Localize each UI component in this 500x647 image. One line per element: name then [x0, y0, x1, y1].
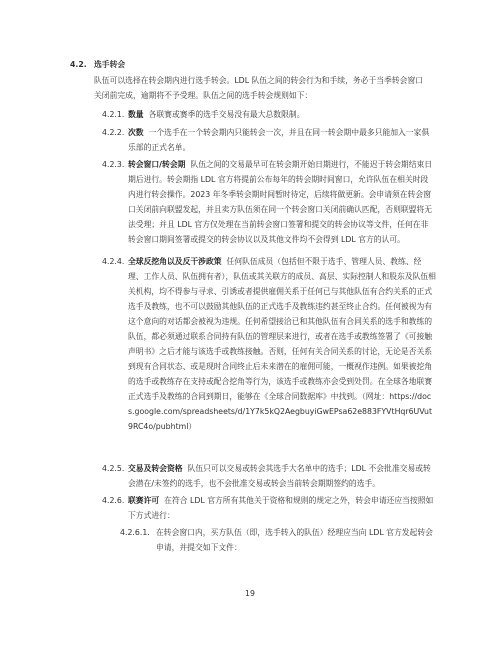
clause-number: 4.2.5. [102, 464, 125, 473]
page-number: 19 [245, 589, 255, 598]
section-title: 选手转会 [94, 60, 126, 69]
clause-number: 4.2.6. [102, 496, 125, 505]
clause-number: 4.2.3. [102, 160, 125, 169]
clause-number: 4.2.2. [102, 128, 125, 137]
subclause-number: 4.2.6.1. [120, 528, 150, 537]
clause-title: 全球反挖角以及反干涉政策 [128, 257, 222, 266]
clause-4-2-4 [128, 254, 436, 434]
section-number: 4.2. [70, 60, 87, 69]
clause-text: 在符合 LDL 官方所有其他关于资格和规则的规定之外，转会申请还应当按照如下方式进行： [128, 496, 434, 520]
clause-4-2-3 [128, 157, 436, 247]
clause-4-2-1 [128, 107, 436, 122]
clause-text: 队伍之间的交易最早可在转会期开始日期进行，不能迟于转会期结束日期后进行。转会期指 LDL 官方将提前公布每年的转会期时间窗口，允许队伍在相关时段内进行转会操作。2023 年冬季转会期时间暂时待定，后续将做更新。会申请须在转会窗口关闭前向联盟发起，并且卖方队伍须在同一个转会窗口关闭前确认匹配，否则联盟将无法受理；并且 LDL 官方仅处理在当前转会窗口签署和提交的转会协议等文件，任何在非转会窗口期间签署或提交的转会协议以及其他文件均不会得到 LDL 官方的认可。 [128, 160, 433, 244]
clause-number: 4.2.4. [102, 257, 125, 266]
clause-title: 联赛许可 [128, 496, 160, 505]
clause-4-2-6 [128, 493, 436, 523]
clause-text: 任何队伍成员（包括但不限于选手、管理人员、教练、经理、工作人员、队伍拥有者），队伍或其关联方的成员、高层、实际控制人和股东及队伍相关机构，均不得参与寻求、引诱或者提供雇佣关系于任何已与其他队伍有合约关系的正式选手及教练，也不可以鼓励其他队伍的正式选手及教练违约甚至终止合约。任何被视为有这个意向的对话都会被视为违规。任何希望接洽已和其他队伍有合同关系的选手和教练的队伍，都必须通过联系合同持有队伍的管理层来进行，或者在选手或教练签署了《可接触声明书》之后才能与该选手或教练接触。否则，任何有关合同关系的讨论，无论是否关系到现有合同状态、或是现时合同终止后未来潜在的雇佣可能，一概视作违例。如果被挖角的选手或教练存在支持或配合挖角等行为，该选手或教练亦会受到处罚。在全球各地联赛正式选手及教练的合同到期日，能够在《全球合同数据库》中找到。（网址：https://docs.google.com/spreadsheets/d/1Y7k5kQ2AegbuyiGwEPsa62e883FYVtHqr6UVut9RC4o/pubhtml） [128, 257, 436, 431]
clause-4-2-2 [128, 125, 436, 155]
clause-text: 队伍只可以交易或转会其选手大名单中的选手；LDL 不会批准交易或转会潜在/未签约的选手，也不会批准交易或转会当前转会期期签约的选手。 [128, 464, 431, 488]
clause-number: 4.2.1. [102, 110, 125, 119]
clause-title: 次数 [128, 128, 144, 137]
clause-title: 转会窗口/转会期 [128, 160, 186, 169]
clause-text: 各联赛或赛季的选手交易没有最大总数限制。 [148, 110, 305, 119]
clause-4-2-5 [128, 461, 436, 491]
section-intro: 队伍可以选择在转会期内进行选手转会。LDL 队伍之间的转会行为和手续，务必于当季转会窗口关闭前完成，逾期将不予受理。队伍之间的选手转会规则如下： [94, 76, 424, 100]
clause-text: 一个选手在一个转会期内只能转会一次，并且在同一转会期中最多只能加入一家俱乐部的正式名单。 [128, 128, 430, 152]
subclause-4-2-6-1: 在转会窗口内，买方队伍（即，选手转入的队伍）经理应当向 LDL 官方发起转会申请，并提交如下文件： [156, 528, 433, 552]
clause-title: 数量 [128, 110, 144, 119]
clause-title: 交易及转会资格 [128, 464, 183, 473]
